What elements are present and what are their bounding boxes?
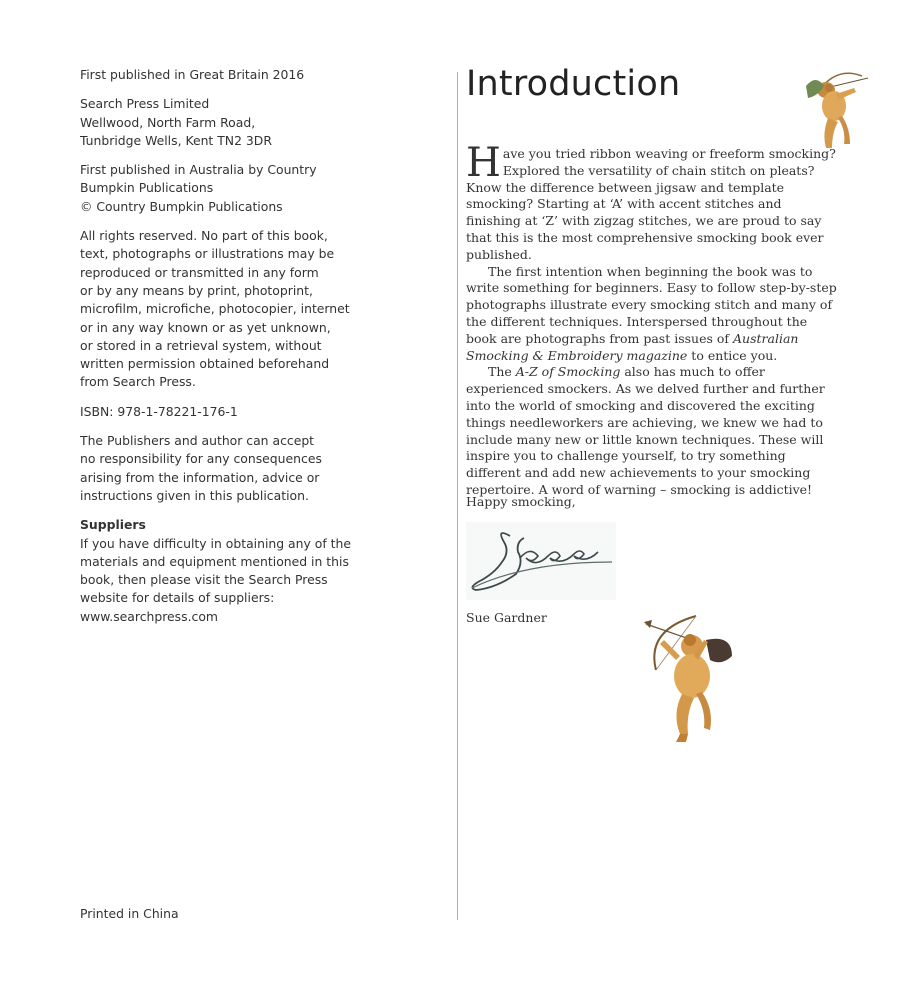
closing-line: Happy smocking,: [466, 494, 576, 509]
suppliers-heading: Suppliers: [80, 517, 146, 533]
suppliers-text: If you have difficulty in obtaining any of the materials and equipment mentioned in this book, then please visit the Search Press website for details of suppliers: www.searchpress.com: [80, 535, 351, 624]
magazine-title: Australian Smocking & Embroidery magazine: [466, 330, 799, 363]
paragraph-1-text: ave you tried ribbon weaving or freeform smocking? Explored the versatility of chain stitch on pleats? Know the difference between jigsaw and template smocking? Starting at ‘A’ with accent stitches and finishing at ‘Z’ with zigzag stitches, we are proud to say that this is the most comprehensive smocking book ever published.: [466, 146, 836, 262]
author-name: Sue Gardner: [466, 610, 547, 625]
cherub-archer-icon: [636, 610, 736, 746]
book-title: A-Z of Smocking: [515, 364, 621, 380]
first-published-line: First published in Great Britain 2016: [80, 67, 305, 82]
publisher-address: Search Press Limited Wellwood, North Farm Road, Tunbridge Wells, Kent TN2 3DR: [80, 96, 272, 148]
introduction-text: [466, 140, 838, 499]
imprint-column: [80, 66, 440, 637]
signature-icon: [466, 522, 616, 600]
printed-in: Printed in China: [80, 906, 179, 921]
australia-publication: First published in Australia by Country Bumpkin Publications © Country Bumpkin Publications: [80, 162, 317, 214]
paragraph-2-text: The first intention when beginning the book was to write something for beginners. Easy to follow step-by-step photographs illustrate every smocking stitch and many of the different techniques. Interspersed throughout the book are photographs from past issues of: [466, 263, 837, 346]
disclaimer: The Publishers and author can accept no responsibility for any consequences arising from the information, advice or instructions given in this publication.: [80, 433, 322, 503]
paragraph-3-start: The: [488, 364, 516, 380]
paragraph-2: [466, 264, 838, 365]
column-divider: [457, 72, 458, 920]
paragraph-3-text: also has much to offer experienced smockers. As we delved further and further into the world of smocking and discovered the exciting things needleworkers are achieving, we knew we had to include many new or little known techniques. These will inspire you to challenge yourself, to try something different and add new achievements to your smocking repertoire. A word of warning – smocking is addictive!: [466, 364, 825, 497]
paragraph-1: [466, 140, 838, 264]
isbn: ISBN: 978-1-78221-176-1: [80, 403, 238, 419]
page-title: Introduction: [466, 64, 681, 104]
rights-statement: All rights reserved. No part of this book, text, photographs or illustrations may be reproduced or transmitted in any form or by any means by print, photoprint, microfilm, microfiche, photocopier, internet or in any way known or as yet unknown, or stored in a retrieval system, without written permission obtained beforehand from Search Press.: [80, 228, 350, 390]
drop-cap: H: [466, 140, 501, 186]
cherub-archer-icon: [796, 64, 870, 150]
paragraph-2-end: to entice you.: [687, 347, 778, 363]
paragraph-3: [466, 364, 838, 498]
